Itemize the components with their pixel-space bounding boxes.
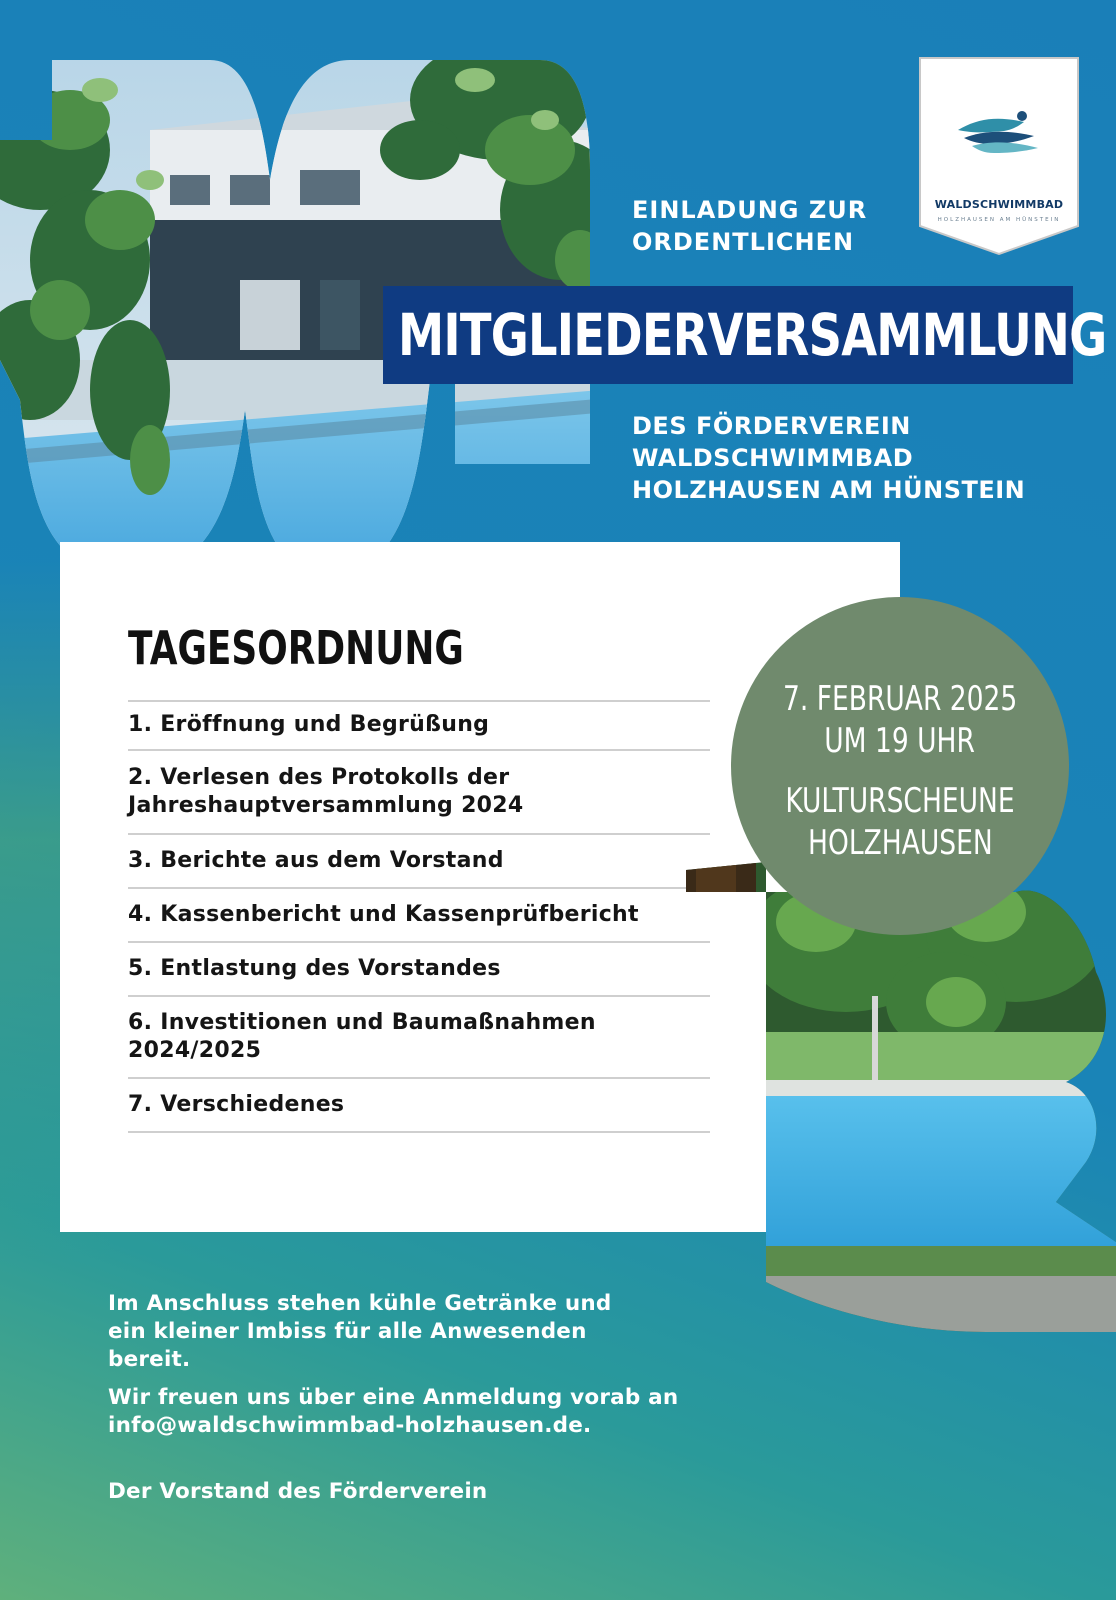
agenda-item-text-cont: Jahreshauptversammlung 2024 xyxy=(128,793,524,818)
agenda-item-text: 5. Entlastung des Vorstandes xyxy=(128,956,501,981)
refreshments-line-2: ein kleiner Imbiss für alle Anwesenden xyxy=(108,1319,587,1344)
registration-line-1: Wir freuen uns über eine Anmeldung vorab an xyxy=(108,1385,679,1410)
agenda-item-7 xyxy=(128,1077,710,1131)
refreshments-line-3: bereit. xyxy=(108,1347,191,1372)
org-line-1: DES FÖRDERVEREIN xyxy=(632,412,911,440)
agenda-item-5 xyxy=(128,941,710,995)
logo-subtitle: HOLZHAUSEN AM HÜNSTEIN xyxy=(937,217,1061,223)
event-location-line-1 xyxy=(731,780,1069,822)
invite-line-1: EINLADUNG ZUR xyxy=(632,196,868,224)
registration-email[interactable]: info@waldschwimmbad-holzhausen.de. xyxy=(108,1413,592,1438)
org-line-2: WALDSCHWIMMBAD xyxy=(632,444,914,472)
agenda-divider xyxy=(128,1131,710,1133)
logo-name: WALDSCHWIMMBAD xyxy=(934,198,1064,211)
page-title: MITGLIEDERVERSAMMLUNG xyxy=(398,301,1107,369)
event-time-text: UM 19 UHR xyxy=(824,721,976,761)
agenda-item-6 xyxy=(128,995,710,1077)
signature: Der Vorstand des Förderverein xyxy=(108,1479,488,1504)
agenda-list xyxy=(128,700,710,1133)
agenda-item-text: 6. Investitionen und Baumaßnahmen xyxy=(128,1010,596,1035)
agenda-item-2 xyxy=(128,749,710,833)
agenda-item-text: 1. Eröffnung und Begrüßung xyxy=(128,712,490,737)
agenda-item-1 xyxy=(128,700,710,749)
event-time xyxy=(731,720,1069,762)
event-location-text-1: KULTURSCHEUNE xyxy=(785,781,1015,821)
agenda-title: TAGESORDNUNG xyxy=(128,621,464,675)
invite-line-2: ORDENTLICHEN xyxy=(632,228,855,256)
event-location-text-2: HOLZHAUSEN xyxy=(807,823,993,863)
agenda-item-text-cont: 2024/2025 xyxy=(128,1038,262,1063)
event-location-line-2 xyxy=(731,822,1069,864)
event-date xyxy=(731,678,1069,720)
org-line-3: HOLZHAUSEN AM HÜNSTEIN xyxy=(632,476,1026,504)
agenda-item-text: 2. Verlesen des Protokolls der xyxy=(128,765,510,790)
agenda-item-text: 7. Verschiedenes xyxy=(128,1092,345,1117)
agenda-item-4 xyxy=(128,887,710,941)
logo-shield-icon xyxy=(918,56,1080,256)
refreshments-line-1: Im Anschluss stehen kühle Getränke und xyxy=(108,1291,612,1316)
registration-note xyxy=(108,1384,748,1440)
event-date-circle xyxy=(731,597,1069,935)
refreshments-note xyxy=(108,1290,748,1374)
event-date-text: 7. FEBRUAR 2025 xyxy=(782,679,1018,719)
invitation-heading xyxy=(632,194,932,258)
agenda-item-text: 4. Kassenbericht und Kassenprüfbericht xyxy=(128,902,639,927)
club-logo xyxy=(918,56,1080,256)
agenda-item-3 xyxy=(128,833,710,887)
organization-name xyxy=(632,410,1082,506)
agenda-item-text: 3. Berichte aus dem Vorstand xyxy=(128,848,504,873)
